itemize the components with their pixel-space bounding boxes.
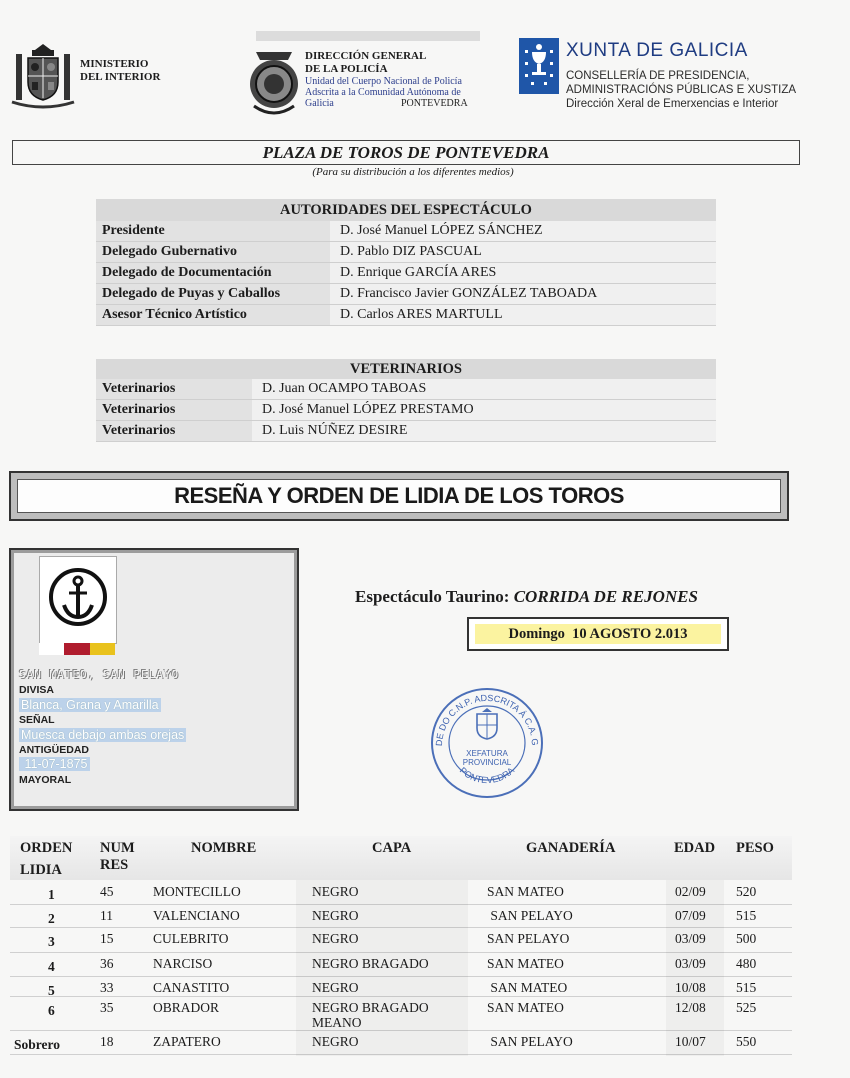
divisa-colors [39, 643, 115, 655]
bull-edad: 12/08 [675, 1000, 706, 1015]
senal-label: SEÑAL [19, 714, 55, 726]
person-name: D. Carlos ARES MARTULL [330, 305, 716, 325]
xunta-department [566, 69, 796, 111]
bull-orden: 4 [48, 959, 55, 974]
bull-capa-line2: MEANO [312, 1015, 362, 1030]
capa-column-shade [296, 880, 468, 1056]
bull-orden: Sobrero [14, 1037, 61, 1052]
ministerio-line2: DEL INTERIOR [80, 71, 161, 83]
role-label: Veterinarios [96, 421, 252, 441]
col-header-peso: PESO [736, 840, 774, 856]
policia-logo [246, 44, 302, 116]
col-header-edad: EDAD [674, 840, 716, 856]
role-label: Presidente [96, 221, 330, 241]
col-header-res: RES [100, 857, 129, 873]
official-stamp [428, 686, 546, 800]
person-name: D. Luis NÚÑEZ DESIRE [252, 421, 716, 441]
plaza-title: PLAZA DE TOROS DE PONTEVEDRA [12, 140, 800, 165]
table-row [96, 242, 716, 263]
role-label: Asesor Técnico Artístico [96, 305, 330, 325]
bull-peso: 520 [736, 884, 757, 899]
person-name: D. Juan OCAMPO TABOAS [252, 379, 716, 399]
bull-ganaderia: SAN MATEO [487, 1000, 564, 1015]
table-row [96, 221, 716, 242]
resena-banner [9, 471, 789, 521]
person-name: D. Pablo DIZ PASCUAL [330, 242, 716, 262]
policia-city: PONTEVEDRA [401, 98, 468, 109]
bull-capa: NEGRO [312, 931, 359, 946]
person-name: D. Francisco Javier GONZÁLEZ TABOADA [330, 284, 716, 304]
bull-peso: 525 [736, 1000, 757, 1015]
bull-nombre: MONTECILLO [153, 884, 241, 899]
plaza-subtitle: (Para su distribución a los diferentes medios) [312, 166, 514, 178]
bull-orden: 2 [48, 911, 55, 926]
bull-capa: NEGRO [312, 1034, 359, 1049]
bull-ganaderia: SAN MATEO [487, 980, 568, 995]
coat-of-arms-icon [10, 40, 76, 110]
bull-nombre: VALENCIANO [153, 908, 240, 923]
autoridades-table [96, 199, 716, 326]
table-row [96, 400, 716, 421]
role-label: Delegado de Documentación [96, 263, 330, 283]
bull-num: 15 [100, 931, 114, 946]
anchor-brand-icon [40, 557, 116, 643]
bull-num: 35 [100, 1000, 114, 1015]
role-label: Delegado Gubernativo [96, 242, 330, 262]
bull-peso: 515 [736, 980, 757, 995]
xunta-logo [519, 38, 559, 94]
bull-peso: 515 [736, 908, 757, 923]
antiguedad-value: 11-07-1875 [21, 757, 88, 771]
bull-orden: 5 [48, 983, 55, 998]
fecha-text: Domingo 10 AGOSTO 2.013 [475, 624, 721, 644]
table-row [96, 421, 716, 442]
ministerio-name [80, 58, 160, 84]
bull-peso: 480 [736, 956, 757, 971]
divisa-color-grana [64, 643, 89, 655]
bull-edad: 10/07 [675, 1034, 706, 1049]
espectaculo-label: Espectáculo Taurino: [355, 587, 510, 606]
bull-peso: 550 [736, 1034, 757, 1049]
bull-num: 11 [100, 908, 113, 923]
stamp-crest-icon [477, 708, 497, 739]
bull-edad: 03/09 [675, 931, 706, 946]
bull-ganaderia: SAN PELAYO [487, 908, 573, 923]
policia-block [305, 50, 485, 109]
col-header-orden: ORDEN [20, 840, 73, 856]
policia-line5: Galicia [305, 98, 334, 109]
divisa-value: Blanca, Grana y Amarilla [21, 698, 159, 712]
col-header-lidia: LIDIA [20, 862, 62, 878]
veterinarios-heading: VETERINARIOS [96, 359, 716, 379]
role-label: Delegado de Puyas y Caballos [96, 284, 330, 304]
col-header-nombre: NOMBRE [191, 840, 257, 856]
bull-edad: 03/09 [675, 956, 706, 971]
bull-ganaderia: SAN MATEO [487, 956, 564, 971]
bull-edad: 07/09 [675, 908, 706, 923]
col-header-num: NUM [100, 840, 135, 856]
xunta-title: XUNTA DE GALICIA [566, 40, 748, 61]
policia-line1: DIRECCIÓN GENERAL [305, 50, 427, 62]
role-label: Veterinarios [96, 400, 252, 420]
bull-capa: NEGRO [312, 908, 359, 923]
stamp-inner-line2: PROVINCIAL [462, 758, 512, 767]
table-row [96, 379, 716, 400]
bull-nombre: CULEBRITO [153, 931, 229, 946]
mayoral-label: MAYORAL [19, 774, 72, 786]
bull-edad: 02/09 [675, 884, 706, 899]
stamp-inner-line1: XEFATURA [466, 749, 508, 758]
bull-num: 36 [100, 956, 114, 971]
bull-ganaderia: SAN PELAYO [487, 931, 570, 946]
table-row [96, 284, 716, 305]
bull-capa: NEGRO BRAGADO [312, 1000, 429, 1015]
espectaculo-type: CORRIDA DE REJONES [513, 587, 698, 606]
veterinarios-table [96, 359, 716, 442]
police-badge-icon [246, 44, 302, 116]
table-row [96, 305, 716, 326]
bull-nombre: CANASTITO [153, 980, 230, 995]
ministerio-line1: MINISTERIO [80, 58, 149, 70]
bull-ganaderia: SAN MATEO [487, 884, 564, 899]
stamp-outer-text: DE DO C.N.P. ADSCRITA Á C.A. G [433, 692, 541, 747]
bull-capa: NEGRO [312, 884, 359, 899]
header-gray-strip [256, 31, 480, 41]
xunta-chalice-icon [519, 38, 559, 94]
stamp-seal-icon [428, 686, 546, 800]
bull-orden: 3 [48, 934, 55, 949]
ministerio-logo [10, 40, 76, 110]
resena-title: RESEÑA Y ORDEN DE LIDIA DE LOS TOROS [174, 483, 624, 508]
policia-line2: DE LA POLICÍA [305, 63, 388, 75]
ganaderia-card [9, 548, 299, 811]
edad-column-shade [666, 880, 724, 1056]
bull-peso: 500 [736, 931, 757, 946]
person-name: D. José Manuel LÓPEZ PRESTAMO [252, 400, 716, 420]
policia-line3: Unidad del Cuerpo Nacional de Policía [305, 76, 462, 87]
col-header-ganaderia: GANADERÍA [526, 840, 616, 856]
person-name: D. José Manuel LÓPEZ SÁNCHEZ [330, 221, 716, 241]
bull-capa: NEGRO [312, 980, 359, 995]
role-label: Veterinarios [96, 379, 252, 399]
xunta-line1: CONSELLERÍA DE PRESIDENCIA, [566, 70, 750, 82]
divisa-color-amarilla [90, 643, 115, 655]
person-name: D. Enrique GARCÍA ARES [330, 263, 716, 283]
bull-num: 18 [100, 1034, 114, 1049]
table-row [96, 263, 716, 284]
bull-nombre: ZAPATERO [153, 1034, 221, 1049]
autoridades-heading: AUTORIDADES DEL ESPECTÁCULO [96, 199, 716, 221]
policia-line5-row [305, 98, 485, 109]
bull-capa: NEGRO BRAGADO [312, 956, 429, 971]
bull-edad: 10/08 [675, 980, 706, 995]
bull-nombre: NARCISO [153, 956, 213, 971]
bull-num: 33 [100, 980, 114, 995]
bull-num: 45 [100, 884, 114, 899]
stamp-bottom-text: PONTEVEDRA [457, 765, 517, 786]
ganaderia-name: SAN MATEO, SAN PELAYO [19, 668, 180, 681]
xunta-line3: Dirección Xeral de Emerxencias e Interior [566, 98, 779, 110]
espectaculo-line [355, 587, 698, 607]
divisa-label: DIVISA [19, 684, 55, 696]
antiguedad-label: ANTIGÜEDAD [19, 744, 89, 756]
divisa-color-white [39, 643, 64, 655]
bull-ganaderia: SAN PELAYO [487, 1034, 573, 1049]
ganaderia-emblem [39, 556, 117, 644]
bull-orden: 6 [48, 1003, 55, 1018]
senal-value: Muesca debajo ambas orejas [21, 728, 185, 742]
fecha-box [467, 617, 729, 651]
xunta-line2: ADMINISTRACIÓNS PÚBLICAS E XUSTIZA [566, 84, 797, 96]
col-header-capa: CAPA [372, 840, 412, 856]
bull-nombre: OBRADOR [153, 1000, 220, 1015]
bull-orden: 1 [48, 887, 55, 902]
policia-line4: Adscrita a la Comunidad Autónoma de [305, 87, 461, 98]
